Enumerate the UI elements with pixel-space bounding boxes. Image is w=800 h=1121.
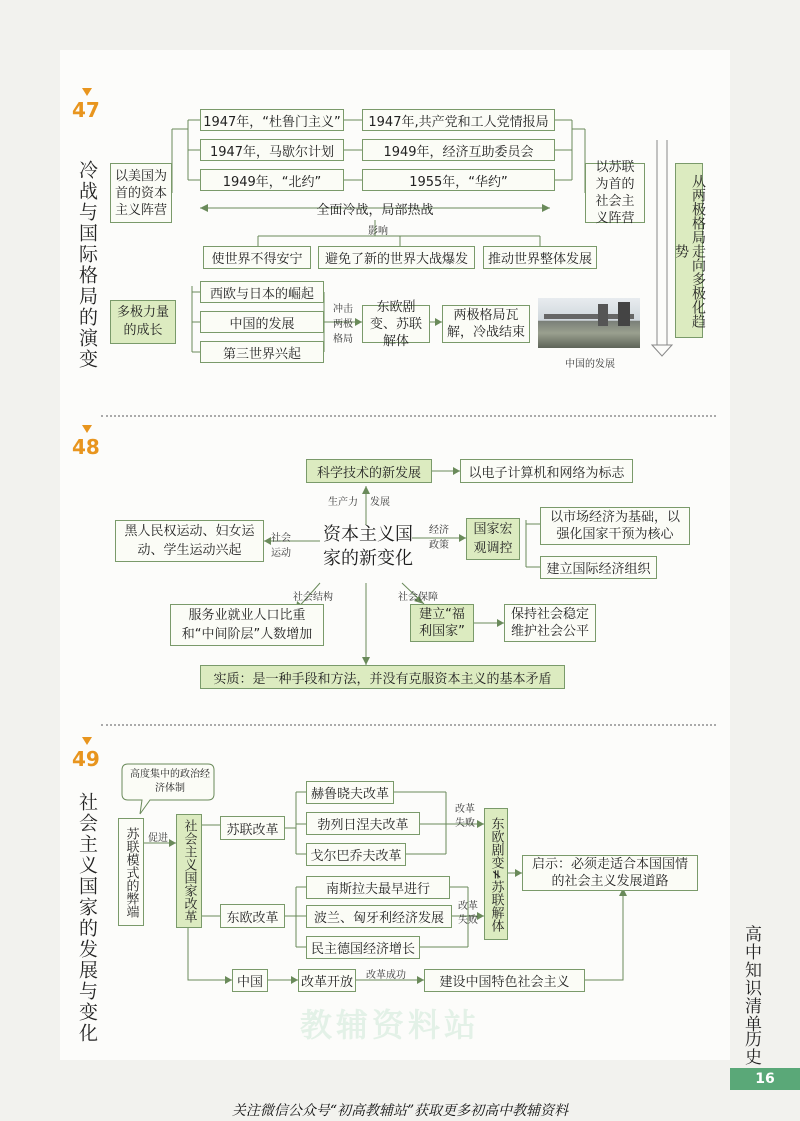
force-china-box: 中国的发展 xyxy=(200,311,324,333)
effect-develop-box: 推动世界整体发展 xyxy=(483,246,597,269)
side-book-title: 高中知识清单 xyxy=(741,925,761,1033)
cominform-box: 1947年,共产党和工人党情报局 xyxy=(362,109,555,131)
photo-caption: 中国的发展 xyxy=(565,359,615,370)
social-structure-label: 社会结构 xyxy=(293,592,333,603)
reform-opening-box: 改革开放 xyxy=(298,969,356,992)
side-subject: 历史 xyxy=(741,1030,761,1066)
effect-no-war-box: 避免了新的世界大战爆发 xyxy=(318,246,475,269)
truman-doctrine-box: 1947年，“杜鲁门主义” xyxy=(200,109,344,131)
gorbachev-box: 戈尔巴乔夫改革 xyxy=(306,843,406,866)
triangle-marker-icon xyxy=(82,88,92,96)
promote-label: 促进 xyxy=(148,833,168,844)
china-development-photo xyxy=(538,298,640,348)
multipolar-box: 多极力量的成长 xyxy=(110,300,176,344)
welfare-state-box: 建立“福利国家” xyxy=(410,604,474,642)
capitalism-center-title: 资本主义国家的新变化 xyxy=(323,524,413,569)
ussr-reform-box: 苏联改革 xyxy=(220,816,285,840)
warsaw-pact-box: 1955年，“华约” xyxy=(362,169,555,191)
triangle-marker-icon xyxy=(82,737,92,745)
science-box: 科学技术的新发展 xyxy=(306,459,432,483)
east-germany-box: 民主德国经济增长 xyxy=(306,936,420,959)
science-result-box: 以电子计算机和网络为标志 xyxy=(460,459,633,483)
speech-bubble: 高度集中的政治经济体制 xyxy=(130,769,210,794)
soviet-model-flaw-box: 苏联模式的弊端 xyxy=(118,818,144,926)
economic-policy-label: 经济政策 xyxy=(429,525,449,551)
triangle-marker-icon xyxy=(82,425,92,433)
east-europe-reform-box: 东欧改革 xyxy=(220,904,285,928)
effect-unrest-box: 使世界不得安宁 xyxy=(203,246,311,269)
china-box: 中国 xyxy=(232,969,268,992)
section-divider xyxy=(101,415,716,417)
fail-label: 改革失败 xyxy=(455,804,475,829)
social-movement-label: 社会运动 xyxy=(271,533,291,559)
section-number-48: 48 xyxy=(72,435,100,459)
effect-label: 影响 xyxy=(368,226,388,237)
nato-box: 1949年，“北约” xyxy=(200,169,344,191)
fail-label: 改革失败 xyxy=(458,901,478,926)
cold-war-end-box: 两极格局瓦解，冷战结束 xyxy=(442,305,530,343)
brezhnev-box: 勃列日涅夫改革 xyxy=(306,812,420,835)
social-movement-box: 黑人民权运动、妇女运动、学生运动兴起 xyxy=(115,520,264,562)
comecon-box: 1949年，经济互助委员会 xyxy=(362,139,555,161)
cold-war-box: 全面冷战，局部热战 xyxy=(316,202,434,218)
lesson-box: 启示：必须走适合本国国情的社会主义发展道路 xyxy=(522,855,698,891)
force-third-world-box: 第三世界兴起 xyxy=(200,341,324,363)
marshall-plan-box: 1947年，马歇尔计划 xyxy=(200,139,344,161)
social-security-label: 社会保障 xyxy=(398,592,438,603)
essence-box: 实质：是一种手段和方法，并没有克服资本主义的基本矛盾 xyxy=(200,665,565,689)
ussr-camp-box: 以苏联为首的社会主义阵营 xyxy=(585,163,645,223)
yugoslavia-box: 南斯拉夫最早进行 xyxy=(306,876,450,899)
page-number: 16 xyxy=(730,1068,800,1090)
force-europe-japan-box: 西欧与日本的崛起 xyxy=(200,281,324,303)
watermark-text: 教辅资料站 xyxy=(300,1006,481,1044)
khrushchev-box: 赫鲁晓夫改革 xyxy=(306,781,394,804)
chinese-socialism-box: 建设中国特色社会主义 xyxy=(424,969,585,992)
east-europe-collapse-box: 东欧剧变≠苏联解体 xyxy=(484,808,508,940)
intl-economic-org-box: 建立国际经济组织 xyxy=(540,556,657,579)
productivity-label: 生产力 xyxy=(328,497,358,508)
macro-control-box: 国家宏观调控 xyxy=(466,518,520,560)
section-number-47: 47 xyxy=(72,98,100,122)
socialist-reform-box: 社会主义国家改革 xyxy=(176,814,202,928)
poland-hungary-box: 波兰、匈牙利经济发展 xyxy=(306,905,452,928)
impact-label: 冲击两极格局 xyxy=(333,304,353,345)
develop-label: 发展 xyxy=(370,497,390,508)
section-divider xyxy=(101,724,716,726)
social-stability-box: 保持社会稳定维护社会公平 xyxy=(504,604,596,642)
middle-class-box: 服务业就业人口比重和“中间阶层”人数增加 xyxy=(170,604,324,646)
market-economy-box: 以市场经济为基础，以强化国家干预为核心 xyxy=(540,507,690,545)
section-title-49: 社会主义国家的发展与变化 xyxy=(76,792,98,1044)
collapse-box: 东欧剧变、苏联解体 xyxy=(362,305,430,343)
success-label: 改革成功 xyxy=(366,970,406,981)
usa-camp-box: 以美国为首的资本主义阵营 xyxy=(110,163,172,223)
section-number-49: 49 xyxy=(72,747,100,771)
footer-text: 关注微信公众号“初高教辅站”获取更多初高中教辅资料 xyxy=(231,1103,569,1119)
section-title-47: 冷战与国际格局的演变 xyxy=(76,160,98,370)
multipolar-trend-box: 从两极格局走向多极化趋势 xyxy=(675,163,703,338)
